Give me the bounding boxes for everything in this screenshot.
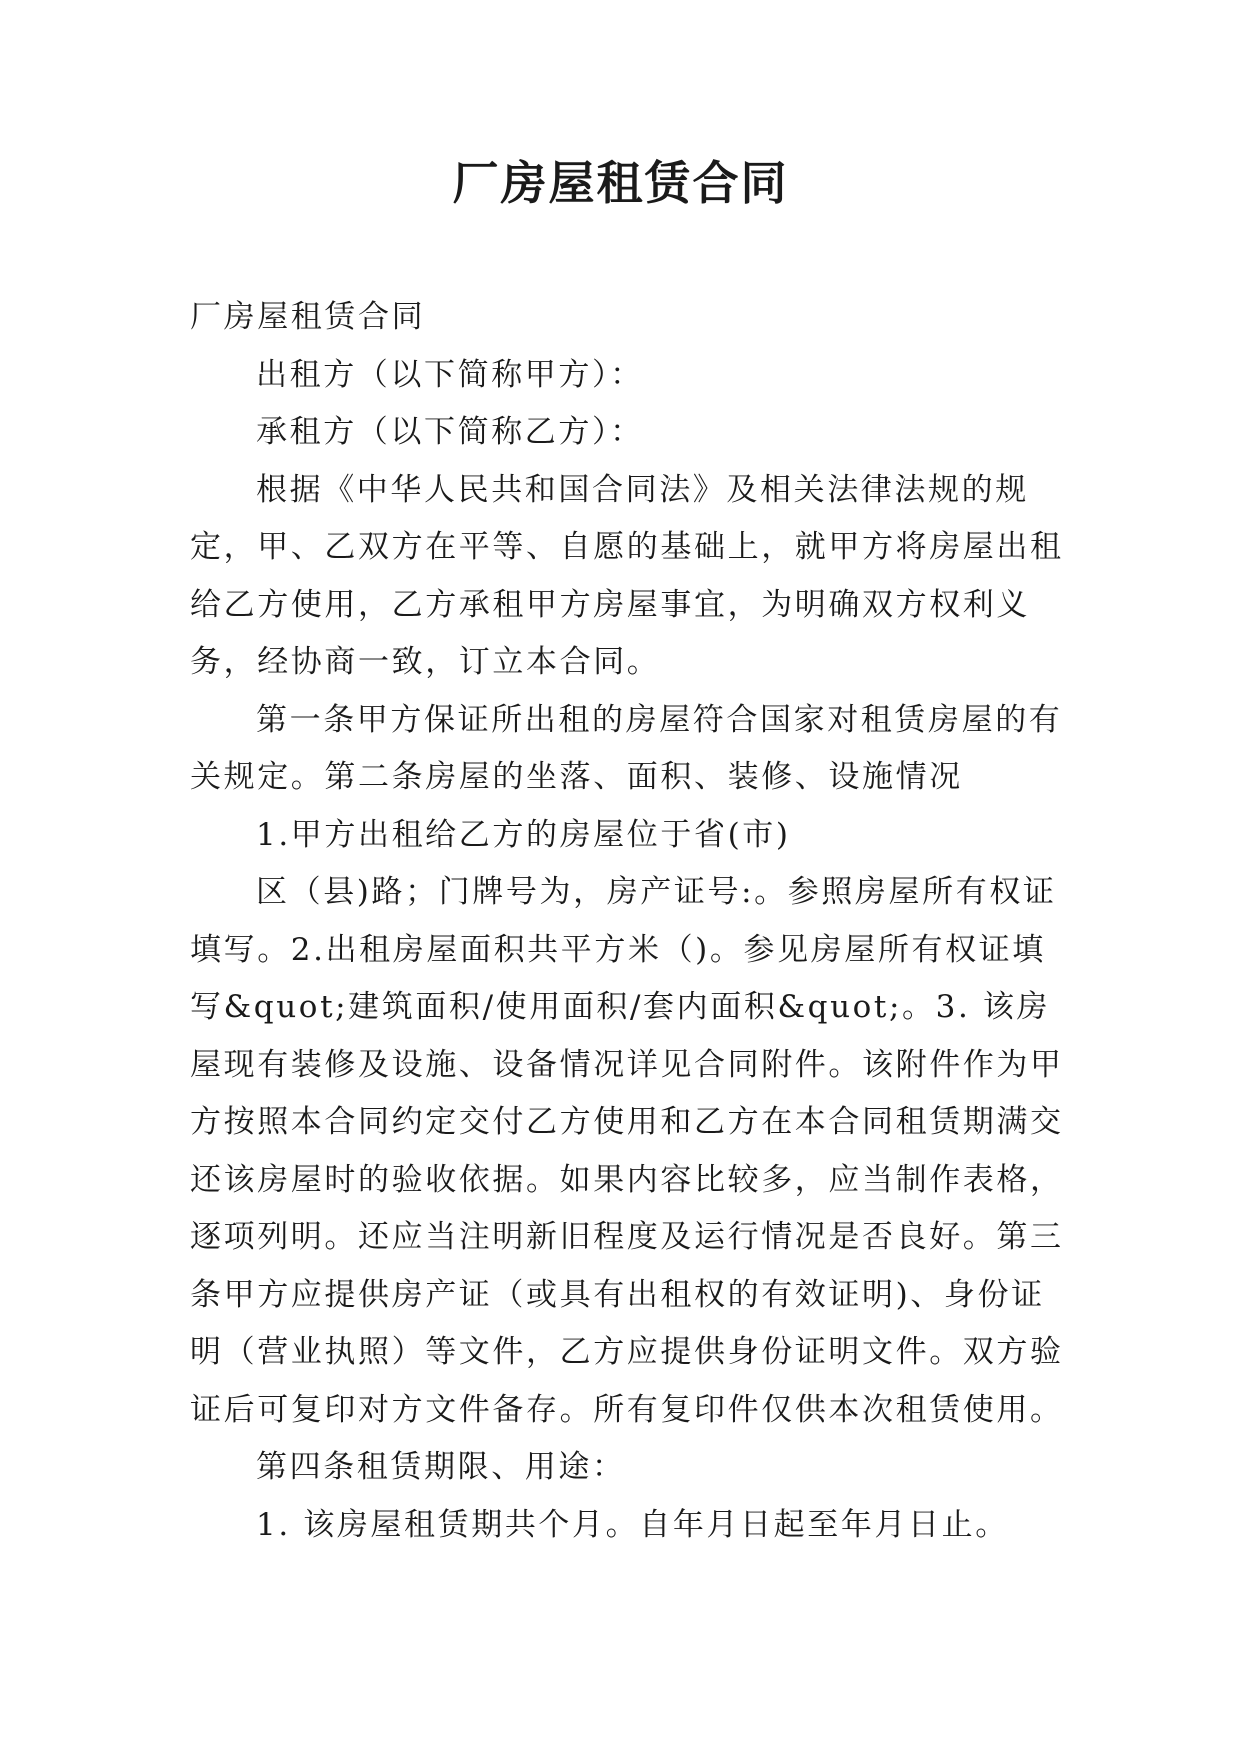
paragraph-heading: 厂房屋租赁合同 (190, 299, 426, 335)
paragraph-location: 1.甲方出租给乙方的房屋位于省(市) (256, 816, 791, 853)
paragraph-term: 1. 该房屋租赁期共个月。自年月日起至年月日止。 (256, 1506, 1009, 1543)
document-title: 厂房屋租赁合同 (452, 156, 789, 210)
document-body (190, 289, 1070, 1554)
paragraph-lessee: 承租方（以下简称乙方）： (256, 414, 644, 450)
paragraph-details: 区（县)路；门牌号为，房产证号:。参照房屋所有权证填写。2.出租房屋面积共平方米（)。参见房屋所有权证填写&quot;建筑面积/使用面积/套内面积&quot;。3. 该房屋现有装修及设施、设备情况详见合同附件。该附件作为甲方按照本合同约定交付乙方使用和乙方在本合同租赁期满交还该房屋时的验收依据。如果内容比较多，应当制作表格，逐项列明。还应当注明新旧程度及运行情况是否良好。第三条甲方应提供房产证（或具有出租权的有效证明)、身份证明（营业执照）等文件，乙方应提供身份证明文件。双方验证后可复印对方文件备存。所有复印件仅供本次租赁使用。 (190, 874, 1064, 1428)
paragraph-article-4: 第四条租赁期限、用途： (256, 1449, 626, 1485)
paragraph-preamble: 根据《中华人民共和国合同法》及相关法律法规的规定，甲、乙双方在平等、自愿的基础上，就甲方将房屋出租给乙方使用，乙方承租甲方房屋事宜，为明确双方权利义务，经协商一致，订立本合同。 (190, 471, 1064, 680)
paragraph-lessor: 出租方（以下简称甲方）： (256, 356, 644, 393)
paragraph-article-1-2: 第一条甲方保证所出租的房屋符合国家对租赁房屋的有关规定。第二条房屋的坐落、面积、装修、设施情况 (190, 701, 1063, 795)
